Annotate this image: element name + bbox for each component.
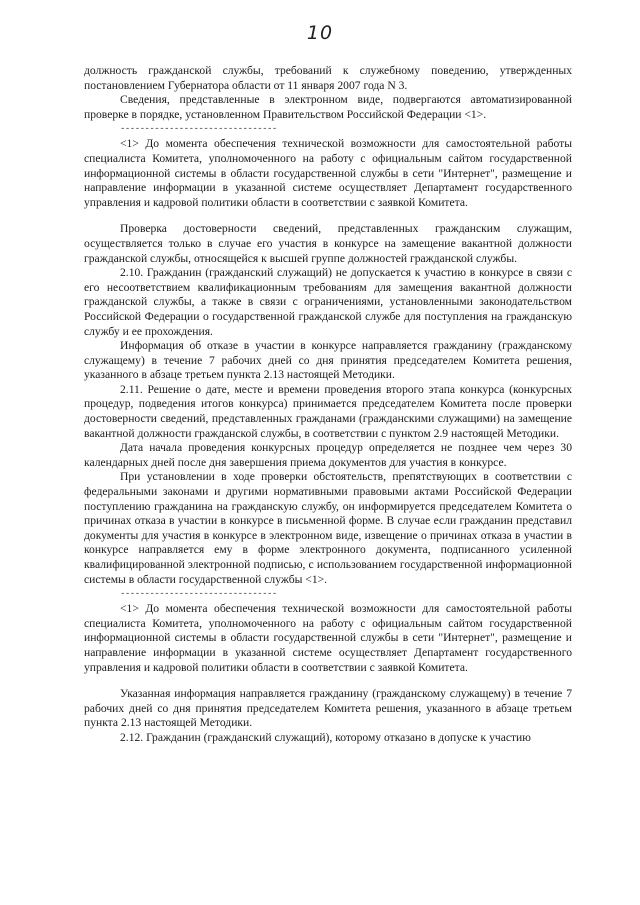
- footnote-separator: --------------------------------: [120, 124, 277, 135]
- footnote-paragraph: <1> До момента обеспечения технической возможности для самостоятельной работы специалиста Комитета, уполномоченного на работу с официальным сайтом государственной информационной системы в области государственной службы в сети "Интернет", размещение и направление информации в указанной системе осуществляет Департамент государственного управления и кадровой политики области в соответствии с заявкой Комитета.: [84, 137, 572, 209]
- footnote-separator: --------------------------------: [120, 589, 277, 600]
- body-paragraph: Сведения, представленные в электронном виде, подвергаются автоматизированной проверке в порядке, установленном Правительством Российской Федерации <1>.: [84, 93, 572, 121]
- body-paragraph: Указанная информация направляется гражданину (гражданскому служащему) в течение 7 рабочих дней со дня принятия председателем Комитета решения, указанного в абзаце третьем пункта 2.13 настоящей Методики.: [84, 687, 572, 730]
- body-paragraph: 2.10. Гражданин (гражданский служащий) не допускается к участию в конкурсе в связи с его несоответствием квалификационным требованиям для замещения вакантной должности гражданской службы, а также в связи с ограничениями, установленными законодательством Российской Федерации о государственной гражданской службе для поступления на гражданскую службу и ее прохождения.: [84, 266, 572, 338]
- body-paragraph: Информация об отказе в участии в конкурсе направляется гражданину (гражданскому служащему) в течение 7 рабочих дней со дня принятия председателем Комитета решения, указанного в абзаце третьем пункта 2.13 настоящей Методики.: [84, 339, 572, 382]
- body-paragraph: должность гражданской службы, требований к служебному поведению, утвержденных постановлением Губернатора области от 11 января 2007 года N 3.: [84, 64, 572, 92]
- document-body: [84, 64, 572, 746]
- body-paragraph: 2.12. Гражданин (гражданский служащий), которому отказано в допуске к участию: [120, 730, 531, 744]
- page-number: 10: [306, 22, 334, 44]
- body-paragraph: 2.11. Решение о дате, месте и времени проведения второго этапа конкурса (конкурсных процедур, подведения итогов конкурса) принимается председателем Комитета после проверки достоверности сведений, представленных гражданами (гражданскими служащими) на замещение вакантной должности гражданской службы, в соответствии с пунктом 2.9 настоящей Методики.: [84, 382, 572, 440]
- body-paragraph: Проверка достоверности сведений, представленных гражданским служащим, осуществляется только в случае его участия в конкурсе на замещение вакантной должности гражданской службы, относящейся к высшей группе должностей гражданской службы.: [84, 222, 572, 265]
- footnote-paragraph: <1> До момента обеспечения технической возможности для самостоятельной работы специалиста Комитета, уполномоченного на работу с официальным сайтом государственной информационной системы в области государственной службы в сети "Интернет", размещение и направление информации в указанной системе осуществляет Департамент государственного управления и кадровой политики области в соответствии с заявкой Комитета.: [84, 602, 572, 674]
- body-paragraph: При установлении в ходе проверки обстоятельств, препятствующих в соответствии с федеральными законами и другими нормативными правовыми актами Российской Федерации поступлению гражданина на гражданскую службу, он информируется председателем Комитета о причинах отказа в участии в конкурсе в письменной форме. В случае если гражданин представил документы для участия в конкурсе в электронном виде, извещение о причинах отказа в участии в конкурсе направляется ему в форме электронного документа, подписанного усиленной квалифицированной электронной подписью, с использованием государственной информационной системы в области государственной службы <1>.: [84, 470, 572, 586]
- body-paragraph: Дата начала проведения конкурсных процедур определяется не позднее чем через 30 календарных дней после дня завершения приема документов для участия в конкурсе.: [84, 441, 572, 469]
